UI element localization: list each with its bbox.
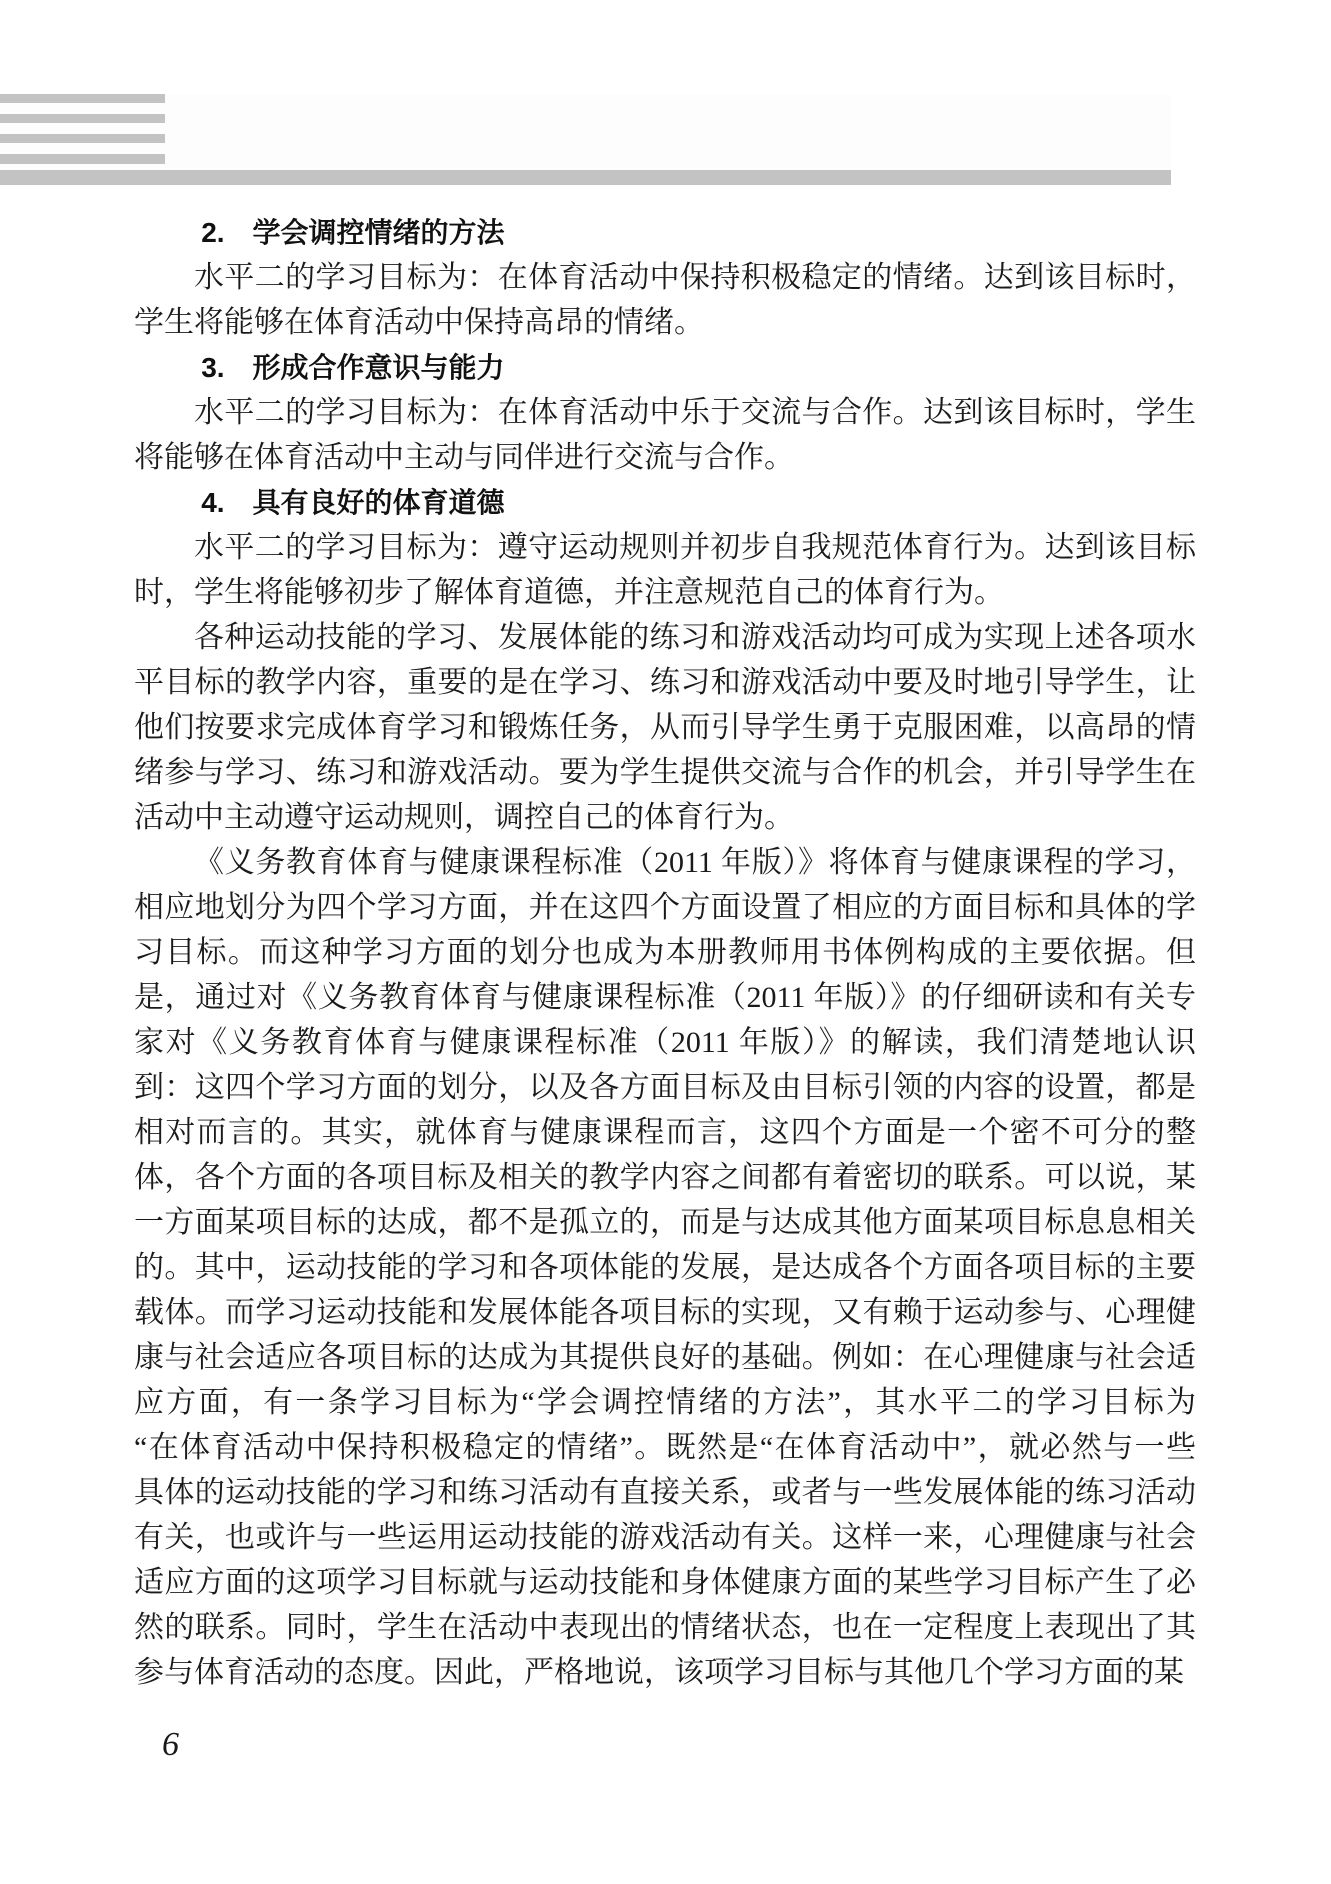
decorative-bar — [0, 134, 165, 143]
paragraph-line: 家对《义务教育体育与健康课程标准（2011 年版）》的解读，我们清楚地认识 — [134, 1026, 1196, 1059]
paragraph-line: 的。其中，运动技能的学习和各项体能的发展，是达成各个方面各项目标的主要 — [134, 1251, 1196, 1284]
paragraph-line: 适应方面的这项学习目标就与运动技能和身体健康方面的某些学习目标产生了必 — [134, 1566, 1196, 1599]
text-body — [134, 210, 1196, 1695]
paragraph-line: 时，学生将能够初步了解体育道德，并注意规范自己的体育行为。 — [134, 576, 1004, 609]
paragraph-line: 康与社会适应各项目标的达成为其提供良好的基础。例如：在心理健康与社会适 — [134, 1341, 1196, 1374]
paragraph-line: 然的联系。同时，学生在活动中表现出的情绪状态，也在一定程度上表现出了其 — [134, 1611, 1196, 1644]
paragraph-line: 各种运动技能的学习、发展体能的练习和游戏活动均可成为实现上述各项水 — [194, 621, 1196, 654]
paragraph-line: 载体。而学习运动技能和发展体能各项目标的实现，又有赖于运动参与、心理健 — [134, 1296, 1196, 1329]
paragraph-line: 是，通过对《义务教育体育与健康课程标准（2011 年版）》的仔细研读和有关专 — [134, 981, 1196, 1014]
section-heading: 4. 具有良好的体育道德 — [201, 487, 505, 518]
page-number: 6 — [162, 1726, 179, 1763]
paragraph-line: 绪参与学习、练习和游戏活动。要为学生提供交流与合作的机会，并引导学生在 — [134, 756, 1196, 789]
paragraph-line: 水平二的学习目标为：在体育活动中保持积极稳定的情绪。达到该目标时， — [194, 261, 1196, 294]
paragraph-line: 将能够在体育活动中主动与同伴进行交流与合作。 — [134, 441, 794, 474]
decorative-bar — [0, 114, 165, 123]
section-heading: 2. 学会调控情绪的方法 — [201, 217, 505, 248]
header-panel — [0, 94, 1171, 170]
paragraph-line: 体，各个方面的各项目标及相关的教学内容之间都有着密切的联系。可以说，某 — [134, 1161, 1196, 1194]
paragraph-line: 水平二的学习目标为：在体育活动中乐于交流与合作。达到该目标时，学生 — [194, 396, 1196, 429]
paragraph-line: 学生将能够在体育活动中保持高昂的情绪。 — [134, 306, 704, 339]
paragraph-line: “在体育活动中保持积极稳定的情绪”。既然是“在体育活动中”，就必然与一些 — [134, 1431, 1196, 1464]
paragraph-line: 具体的运动技能的学习和练习活动有直接关系，或者与一些发展体能的练习活动 — [134, 1476, 1196, 1509]
paragraph-line: 活动中主动遵守运动规则，调控自己的体育行为。 — [134, 801, 794, 834]
paragraph-line: 他们按要求完成体育学习和锻炼任务，从而引导学生勇于克服困难，以高昂的情 — [134, 711, 1196, 744]
paragraph-line: 平目标的教学内容，重要的是在学习、练习和游戏活动中要及时地引导学生，让 — [134, 666, 1196, 699]
decorative-bar — [0, 154, 165, 164]
paragraph-line: 习目标。而这种学习方面的划分也成为本册教师用书体例构成的主要依据。但 — [134, 936, 1196, 969]
paragraph-line: 一方面某项目标的达成，都不是孤立的，而是与达成其他方面某项目标息息相关 — [134, 1206, 1196, 1239]
paragraph-line: 《义务教育体育与健康课程标准（2011 年版）》将体育与健康课程的学习， — [194, 846, 1196, 879]
section-heading: 3. 形成合作意识与能力 — [201, 352, 505, 383]
paragraph-line: 有关，也或许与一些运用运动技能的游戏活动有关。这样一来，心理健康与社会 — [134, 1521, 1196, 1554]
paragraph-line: 应方面，有一条学习目标为“学会调控情绪的方法”，其水平二的学习目标为 — [134, 1386, 1196, 1419]
header-decoration — [0, 0, 1331, 190]
paragraph-line: 相应地划分为四个学习方面，并在这四个方面设置了相应的方面目标和具体的学 — [134, 891, 1196, 924]
decorative-bar — [0, 94, 165, 103]
paragraph-line: 参与体育活动的态度。因此，严格地说，该项学习目标与其他几个学习方面的某 — [134, 1656, 1184, 1689]
decorative-bar-wide — [0, 170, 1171, 185]
paragraph-line: 到：这四个学习方面的划分，以及各方面目标及由目标引领的内容的设置，都是 — [134, 1071, 1196, 1104]
paragraph-line: 水平二的学习目标为：遵守运动规则并初步自我规范体育行为。达到该目标 — [194, 531, 1196, 564]
paragraph-line: 相对而言的。其实，就体育与健康课程而言，这四个方面是一个密不可分的整 — [134, 1116, 1196, 1149]
